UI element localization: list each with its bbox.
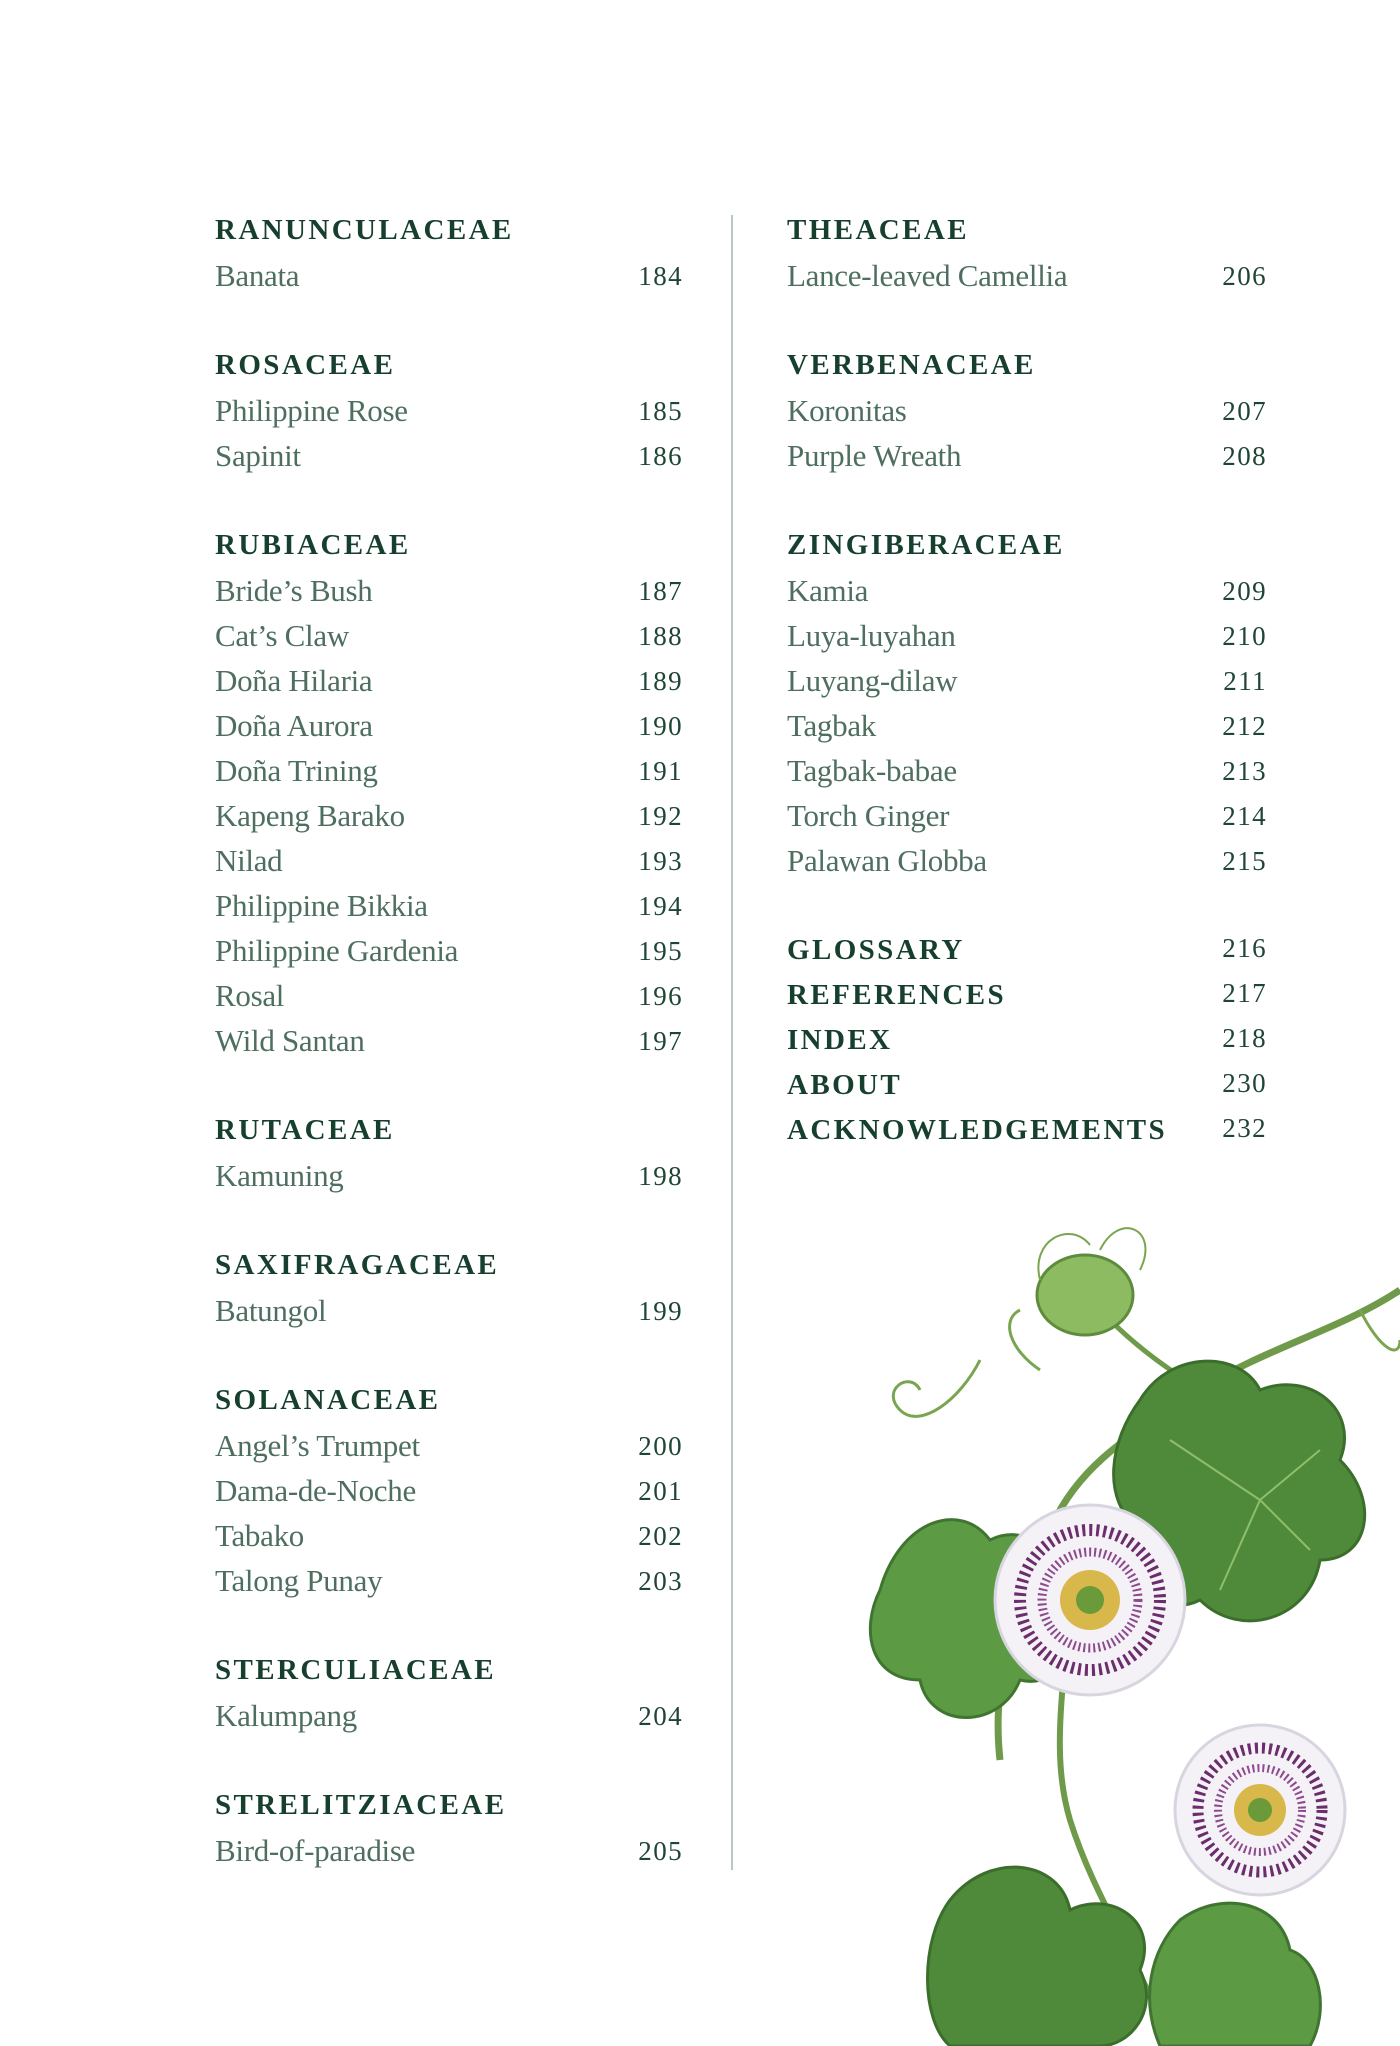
toc-entry-palawan-globba[interactable]: Palawan Globba <box>787 843 987 878</box>
tendril <box>1010 1310 1040 1370</box>
toc-entry-bird-of-paradise[interactable]: Bird-of-paradise <box>215 1833 416 1868</box>
toc-entry-batungol[interactable]: Batungol <box>215 1293 327 1328</box>
toc-entry-torch-ginger[interactable]: Torch Ginger <box>787 798 950 833</box>
family-heading-saxifragaceae: SAXIFRAGACEAE <box>215 1249 500 1281</box>
page-number: 196 <box>638 981 683 1011</box>
toc-entry-kamia[interactable]: Kamia <box>787 573 869 608</box>
leaf <box>1150 1903 1321 2046</box>
toc-entry-do-a-trining[interactable]: Doña Trining <box>215 753 378 788</box>
tendril <box>1360 1310 1400 1350</box>
page-number: 213 <box>1222 756 1267 786</box>
family-heading-sterculiaceae: STERCULIACEAE <box>215 1654 496 1686</box>
toc-entry-tagbak[interactable]: Tagbak <box>787 708 876 743</box>
page-number: 199 <box>638 1296 683 1326</box>
toc-entry-rosal[interactable]: Rosal <box>215 978 285 1013</box>
toc-entry-cat-s-claw[interactable]: Cat’s Claw <box>215 618 349 653</box>
page-number: 208 <box>1222 441 1267 471</box>
family-heading-rubiaceae: RUBIACEAE <box>215 529 411 561</box>
family-heading-theaceae: THEACEAE <box>787 214 969 246</box>
toc-entry-bride-s-bush[interactable]: Bride’s Bush <box>215 573 373 608</box>
page-number: 193 <box>638 846 683 876</box>
toc-section-index[interactable]: INDEX <box>787 1024 893 1056</box>
page-number: 187 <box>638 576 683 606</box>
page-number: 230 <box>1222 1068 1267 1098</box>
tendril <box>893 1360 980 1416</box>
page-number: 188 <box>638 621 683 651</box>
page-number: 190 <box>638 711 683 741</box>
page-number: 217 <box>1222 978 1267 1008</box>
page-number: 195 <box>638 936 683 966</box>
page-number: 185 <box>638 396 683 426</box>
page-number: 191 <box>638 756 683 786</box>
page-number: 202 <box>638 1521 683 1551</box>
family-heading-solanaceae: SOLANACEAE <box>215 1384 441 1416</box>
toc-entry-philippine-rose[interactable]: Philippine Rose <box>215 393 408 428</box>
page-number: 186 <box>638 441 683 471</box>
passion-flower-illustration <box>840 1200 1400 2046</box>
toc-entry-luyang-dilaw[interactable]: Luyang-dilaw <box>787 663 958 698</box>
page-number: 218 <box>1222 1023 1267 1053</box>
toc-entry-purple-wreath[interactable]: Purple Wreath <box>787 438 962 473</box>
toc-entry-nilad[interactable]: Nilad <box>215 843 283 878</box>
page-number: 204 <box>638 1701 683 1731</box>
family-heading-rutaceae: RUTACEAE <box>215 1114 395 1146</box>
toc-entry-luya-luyahan[interactable]: Luya-luyahan <box>787 618 956 653</box>
passion-flower <box>995 1505 1185 1695</box>
family-heading-ranunculaceae: RANUNCULACEAE <box>215 214 514 246</box>
toc-entry-philippine-gardenia[interactable]: Philippine Gardenia <box>215 933 459 968</box>
toc-entry-sapinit[interactable]: Sapinit <box>215 438 301 473</box>
column-divider <box>731 215 733 1870</box>
page-number: 194 <box>638 891 683 921</box>
toc-entry-tagbak-babae[interactable]: Tagbak-babae <box>787 753 957 788</box>
page-number: 203 <box>638 1566 683 1596</box>
page-number: 211 <box>1223 666 1267 696</box>
page-number: 189 <box>638 666 683 696</box>
page-number: 206 <box>1222 261 1267 291</box>
toc-entry-philippine-bikkia[interactable]: Philippine Bikkia <box>215 888 428 923</box>
toc-section-about[interactable]: ABOUT <box>787 1069 903 1101</box>
toc-entry-banata[interactable]: Banata <box>215 258 300 293</box>
toc-section-references[interactable]: REFERENCES <box>787 979 1006 1011</box>
leaf <box>928 1867 1147 2046</box>
page-number: 214 <box>1222 801 1267 831</box>
page-number: 197 <box>638 1026 683 1056</box>
page-number: 212 <box>1222 711 1267 741</box>
toc-entry-dama-de-noche[interactable]: Dama-de-Noche <box>215 1473 416 1508</box>
page-number: 198 <box>638 1161 683 1191</box>
toc-entry-wild-santan[interactable]: Wild Santan <box>215 1023 365 1058</box>
page-number: 215 <box>1222 846 1267 876</box>
toc-entry-talong-punay[interactable]: Talong Punay <box>215 1563 383 1598</box>
page-number: 216 <box>1222 933 1267 963</box>
family-heading-rosaceae: ROSACEAE <box>215 349 396 381</box>
toc-entry-kapeng-barako[interactable]: Kapeng Barako <box>215 798 405 833</box>
toc-entry-tabako[interactable]: Tabako <box>215 1518 304 1553</box>
toc-entry-do-a-aurora[interactable]: Doña Aurora <box>215 708 373 743</box>
toc-entry-lance-leaved-camellia[interactable]: Lance-leaved Camellia <box>787 258 1068 293</box>
family-heading-verbenaceae: VERBENACEAE <box>787 349 1036 381</box>
page-number: 200 <box>638 1431 683 1461</box>
toc-entry-koronitas[interactable]: Koronitas <box>787 393 907 428</box>
family-heading-strelitziaceae: STRELITZIACEAE <box>215 1789 507 1821</box>
page-number: 205 <box>638 1836 683 1866</box>
page-number: 192 <box>638 801 683 831</box>
page-number: 210 <box>1222 621 1267 651</box>
toc-section-acknowledgements[interactable]: ACKNOWLEDGEMENTS <box>787 1114 1167 1146</box>
toc-entry-kalumpang[interactable]: Kalumpang <box>215 1698 357 1733</box>
page-number: 209 <box>1222 576 1267 606</box>
passion-flower <box>1175 1725 1345 1895</box>
page-number: 232 <box>1222 1113 1267 1143</box>
page-number: 201 <box>638 1476 683 1506</box>
family-heading-zingiberaceae: ZINGIBERACEAE <box>787 529 1065 561</box>
toc-entry-kamuning[interactable]: Kamuning <box>215 1158 344 1193</box>
toc-entry-do-a-hilaria[interactable]: Doña Hilaria <box>215 663 373 698</box>
toc-section-glossary[interactable]: GLOSSARY <box>787 934 965 966</box>
page-number: 207 <box>1222 396 1267 426</box>
flower-bud <box>1037 1255 1133 1335</box>
page-number: 184 <box>638 261 683 291</box>
toc-entry-angel-s-trumpet[interactable]: Angel’s Trumpet <box>215 1428 420 1463</box>
